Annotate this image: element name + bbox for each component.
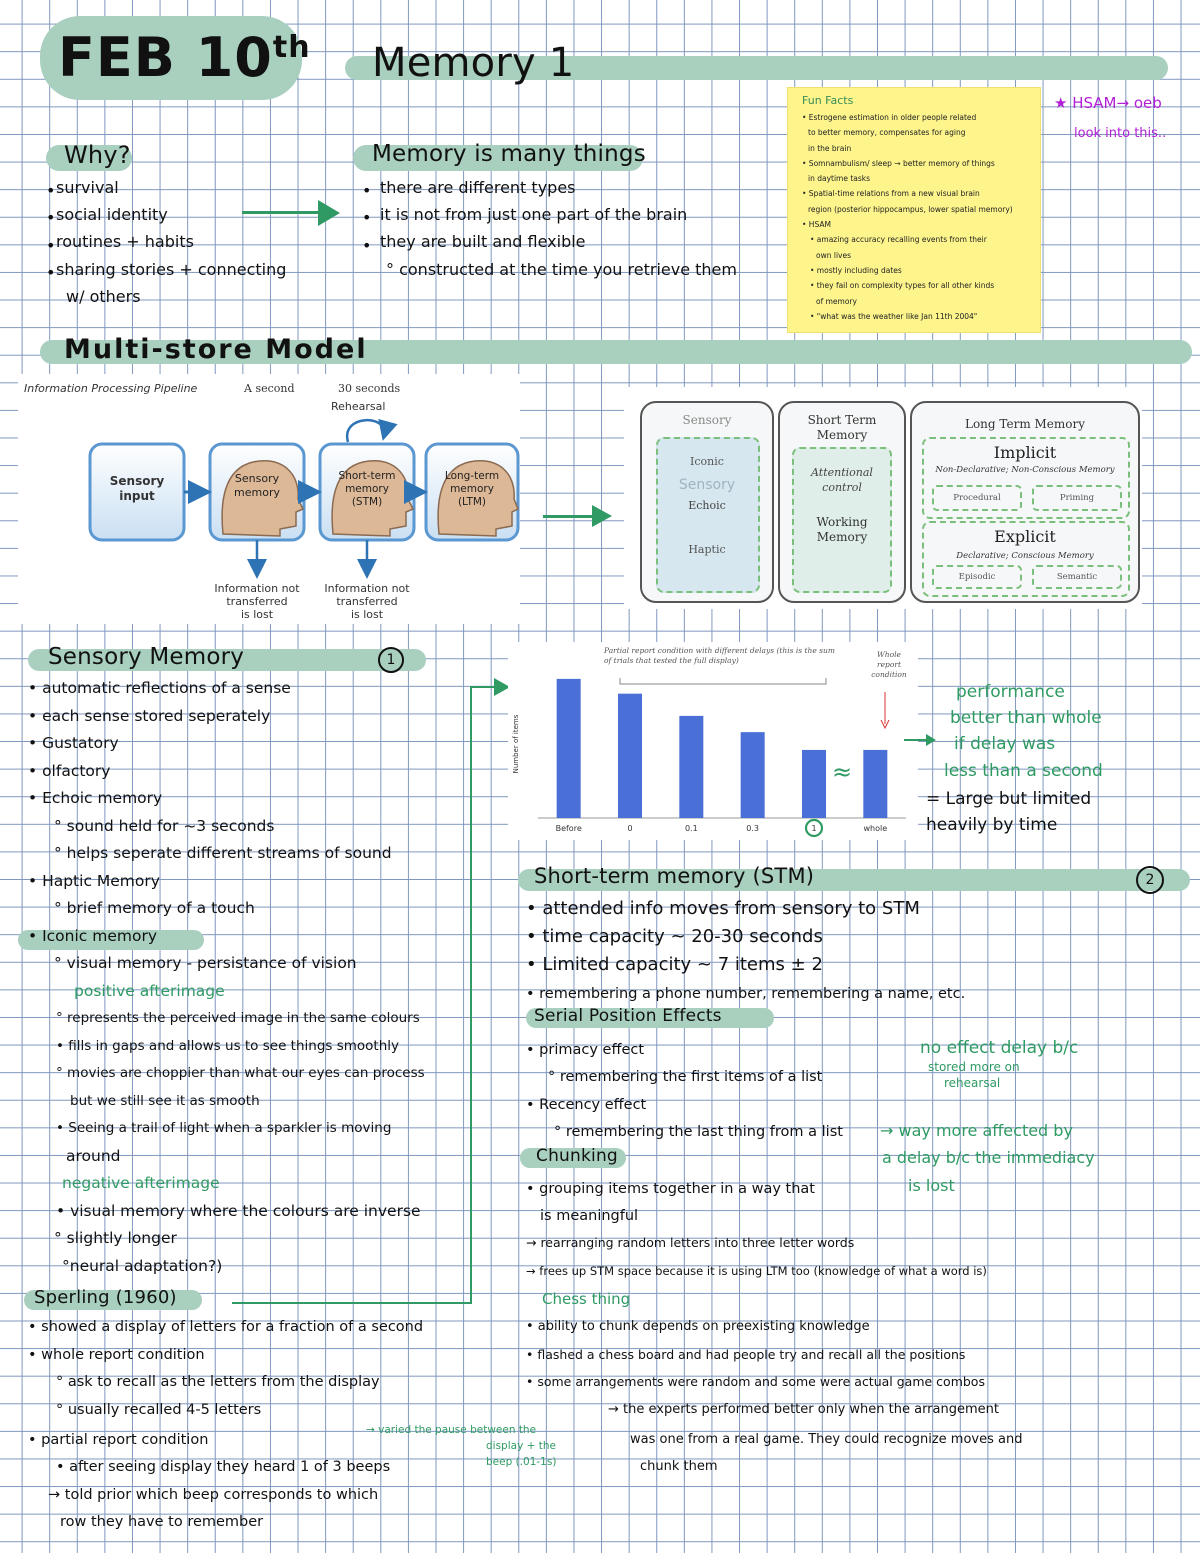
chunking-line: → rearranging random letters into three letter words	[526, 1235, 855, 1250]
memory-types-diagram	[624, 387, 1142, 609]
sperling-note-1: → varied the pause between the	[366, 1424, 537, 1436]
stm-line: • attended info moves from sensory to STM	[526, 898, 920, 919]
chess-line: • some arrangements were random and some were actual game combos	[526, 1374, 985, 1389]
chart-note: less than a second	[944, 761, 1103, 781]
attentional-label	[780, 465, 904, 495]
chunking-heading: Chunking	[536, 1146, 618, 1166]
procedural-label: Procedural	[953, 493, 1001, 503]
label-line: input	[119, 489, 155, 503]
chart-note-arrow-head	[926, 734, 936, 746]
pipeline-sensory-input-label	[90, 474, 184, 504]
fun-fact-line: to better memory, compensates for aging	[808, 128, 966, 138]
fun-fact-line: • they fail on complexity types for all other kinds	[810, 281, 995, 291]
label-line: Sensory	[234, 472, 280, 485]
serial-note: no effect delay b/c	[920, 1038, 1079, 1058]
why-item: sharing stories + connecting	[56, 260, 287, 279]
label-line: Memory	[816, 428, 868, 442]
chart-tick-label: 0.3	[746, 824, 760, 833]
sensory-memory-line: but we still see it as smooth	[70, 1092, 260, 1109]
chart-bracket	[620, 678, 826, 684]
many-things-item: they are built and flexible	[380, 232, 586, 251]
sensory-memory-line: • Haptic Memory	[28, 871, 160, 890]
pipeline-a-second: A second	[244, 382, 295, 395]
sensory-memory-line: • Echoic memory	[28, 789, 163, 807]
priming-label: Priming	[1059, 493, 1095, 503]
fun-fact-line: in the brain	[808, 143, 852, 153]
fun-facts-note	[788, 88, 1040, 332]
chart-bar	[557, 679, 581, 818]
implicit-sub-label: Non-Declarative; Non-Conscious Memory	[935, 465, 1115, 475]
chart-note: if delay was	[954, 734, 1056, 754]
why-item: survival	[56, 178, 119, 197]
many-things-sub-text: constructed at the time you retrieve them	[399, 260, 737, 279]
chart-note-arrow-line	[904, 739, 928, 741]
fun-fact-line: • Spatial-time relations from a new visual brain	[802, 189, 980, 199]
rehearsal-loop-icon	[347, 420, 384, 442]
why-arrow-line	[242, 211, 322, 214]
sensory-memory-line: • each sense stored seperately	[28, 706, 271, 725]
sensory-memory-line: • Iconic memory	[28, 926, 157, 945]
chart-note: heavily by time	[926, 815, 1058, 835]
chart-bar	[679, 716, 703, 818]
date-title	[58, 26, 311, 89]
chart-bar	[618, 694, 642, 818]
many-things-item: there are different types	[380, 178, 576, 197]
multistore-heading: Multi-store Model	[64, 334, 368, 365]
sensory-memory-line: °neural adaptation?)	[62, 1256, 223, 1275]
pipeline-ltm-label	[426, 470, 518, 509]
sperling-line: • showed a display of letters for a fraction of a second	[28, 1319, 424, 1335]
sperling-note-3: beep (.01-1s)	[486, 1456, 557, 1468]
ltm-panel	[910, 401, 1140, 603]
pipeline-rehearsal: Rehearsal	[331, 400, 386, 413]
serial-note: stored more on	[928, 1060, 1020, 1074]
fun-fact-line: • HSAM	[802, 220, 831, 230]
chart-tick-label: Before	[555, 824, 582, 833]
sperling-line: • whole report condition	[28, 1347, 205, 1363]
semantic-label: Semantic	[1056, 572, 1098, 582]
sensory-panel-title: Sensory	[682, 413, 732, 427]
pipeline-arrow-head	[592, 505, 612, 527]
why-heading: Why?	[64, 141, 131, 169]
chess-line: • flashed a chess board and had people try and recall all the positions	[526, 1347, 966, 1362]
sperling-line: • partial report condition	[28, 1432, 209, 1448]
serial-heading: Serial Position Effects	[534, 1006, 722, 1026]
fun-fact-line: region (posterior hippocampus, lower spatial memory)	[808, 204, 1013, 214]
connector-line	[232, 1302, 472, 1304]
chart-title: Partial report condition with different delays (this is the sum of trials that tested the full display)	[604, 646, 835, 665]
hsam-note-1: ★ HSAM→ oeb	[1054, 94, 1162, 112]
fun-fact-line: • Estrogene estimation in older people related	[802, 113, 977, 122]
label-line: Memory	[816, 530, 868, 544]
sensory-memory-heading: Sensory Memory	[48, 644, 245, 670]
label-line: condition	[871, 670, 907, 679]
label-line: Short-term	[338, 470, 396, 482]
pipeline-lost-2	[312, 582, 422, 621]
pipeline-lost-1	[202, 582, 312, 621]
label-line: Short Term	[807, 413, 877, 427]
label-line: Information not	[324, 582, 410, 595]
fun-fact-line: • mostly including dates	[810, 265, 902, 275]
label-line: control	[822, 481, 862, 494]
serial-note: → way more affected by	[880, 1121, 1073, 1140]
serial-line: • Recency effect	[526, 1097, 647, 1113]
episodic-label: Episodic	[958, 572, 996, 582]
chart-y-label: Number of items	[512, 714, 520, 774]
serial-line: ° remembering the first items of a list	[548, 1069, 823, 1085]
stm-line: • remembering a phone number, remembering a name, etc.	[526, 986, 966, 1002]
chart-tick-label: 0	[627, 824, 633, 833]
chart-bar	[741, 732, 765, 818]
label-line: transferred	[336, 595, 398, 608]
haptic-label: Haptic	[688, 543, 726, 556]
why-bullets: • • • •	[46, 181, 56, 282]
date-sup: th	[272, 30, 311, 65]
sensory-memory-line: negative afterimage	[62, 1174, 220, 1192]
label-line: report	[877, 660, 901, 669]
pipeline-thirty-seconds: 30 seconds	[338, 382, 401, 395]
sensory-memory-line: ° sound held for ~3 seconds	[54, 816, 275, 835]
date-text: FEB 10	[58, 26, 273, 89]
label-line: transferred	[226, 595, 288, 608]
label-line: Whole	[877, 650, 901, 659]
procedural-box	[932, 485, 1022, 511]
working-memory-label	[780, 515, 904, 545]
priming-box	[1032, 485, 1122, 511]
explicit-sub-label: Declarative; Conscious Memory	[956, 551, 1094, 561]
label-line: memory	[345, 483, 389, 495]
sensory-memory-line: • visual memory where the colours are inverse	[56, 1201, 421, 1220]
sensory-memory-line: positive afterimage	[74, 981, 225, 1000]
many-things-sub: ° constructed at the time you retrieve them	[386, 260, 737, 279]
stm-heading: Short-term memory (STM)	[534, 864, 815, 888]
sensory-memory-line: around	[66, 1146, 121, 1165]
section-number-1	[378, 647, 404, 673]
label-line: Working	[816, 515, 868, 529]
sperling-line: ° ask to recall as the letters from the display	[56, 1374, 380, 1390]
connector-line	[470, 1150, 472, 1304]
ltm-panel-title: Long Term Memory	[964, 417, 1086, 431]
pipeline-stm-label	[320, 470, 414, 509]
fun-fact-line: • amazing accuracy recalling events from their	[810, 235, 987, 245]
stm-line: • time capacity ~ 20-30 seconds	[526, 926, 823, 947]
sensory-memory-line: ° helps seperate different streams of sound	[54, 844, 392, 862]
sperling-note-2: display + the	[486, 1440, 556, 1452]
sensory-memory-line: ° brief memory of a touch	[54, 899, 255, 917]
fun-facts-heading: Fun Facts	[802, 94, 854, 107]
stm-panel	[778, 401, 906, 603]
chess-line: was one from a real game. They could recognize moves and	[630, 1432, 1023, 1447]
sensory-memory-line: ° represents the perceived image in the same colours	[56, 1010, 420, 1026]
label-line: (STM)	[351, 496, 383, 508]
pipeline-arrow-line	[543, 515, 595, 518]
sperling-heading: Sperling (1960)	[34, 1287, 177, 1308]
chunking-line: • grouping items together in a way that	[526, 1181, 815, 1197]
sensory-panel	[640, 401, 774, 603]
why-item: routines + habits	[56, 232, 194, 251]
fun-facts-body	[802, 110, 1013, 324]
label-line: Information not	[214, 582, 300, 595]
sensory-memory-line: • fills in gaps and allows us to see things smoothly	[56, 1037, 400, 1054]
episodic-box	[932, 565, 1022, 589]
implicit-label: Implicit	[993, 443, 1057, 462]
label-line: is lost	[350, 608, 384, 621]
semantic-box	[1032, 565, 1122, 589]
partial-report-chart	[508, 642, 918, 840]
label-line: Attentional	[811, 466, 873, 479]
sperling-line: row they have to remember	[60, 1514, 264, 1530]
many-things-bullets: • • •	[362, 181, 372, 255]
stm-line: • Limited capacity ~ 7 items ± 2	[526, 954, 823, 975]
sensory-memory-line: ° visual memory - persistance of vision	[54, 954, 357, 972]
echoic-label: Echoic	[688, 499, 726, 512]
fun-fact-line: in daytime tasks	[808, 174, 871, 184]
label-line: memory	[234, 486, 280, 499]
pipeline-title: Information Processing Pipeline	[24, 382, 198, 395]
sensory-ghost-label: Sensory	[678, 477, 736, 493]
fun-fact-line: own lives	[816, 250, 851, 260]
sensory-memory-line: • automatic reflections of a sense	[28, 679, 291, 697]
hsam-note-2: look into this..	[1074, 126, 1167, 141]
section-number-1-text: 1	[386, 652, 396, 668]
sensory-memory-line: • Gustatory	[28, 734, 119, 752]
chart-bar	[863, 750, 887, 818]
chart-whole-label	[864, 650, 914, 680]
chess-line: chunk them	[640, 1459, 718, 1474]
fun-fact-line: • "what was the weather like Jan 11th 2004"	[810, 311, 978, 321]
chart-note: better than whole	[950, 708, 1102, 728]
chess-line: → the experts performed better only when the arrangement	[608, 1402, 999, 1417]
sensory-memory-line: ° slightly longer	[54, 1229, 177, 1247]
label-line: memory	[450, 483, 494, 495]
chart-note: = Large but limited	[926, 789, 1092, 809]
sensory-memory-line: • Seeing a trail of light when a sparkler is moving	[56, 1120, 392, 1136]
sperling-line: ° usually recalled 4-5 letters	[56, 1402, 262, 1418]
why-arrow-head	[318, 200, 340, 226]
chess-heading: Chess thing	[542, 1290, 631, 1308]
chart-tick-label: whole	[863, 824, 888, 833]
serial-note: a delay b/c the immediacy	[882, 1148, 1095, 1167]
why-item: social identity	[56, 205, 168, 224]
pipeline-figure	[18, 374, 520, 624]
sensory-memory-line: ° movies are choppier than what our eyes can process	[56, 1065, 425, 1081]
connector-line	[470, 686, 472, 1150]
section-number-2	[1136, 866, 1164, 894]
chart-tick-label: 1	[811, 824, 817, 833]
chart-note: performance	[956, 682, 1065, 702]
explicit-label: Explicit	[994, 527, 1056, 546]
label-line: is lost	[240, 608, 274, 621]
many-things-item: it is not from just one part of the brain	[380, 205, 688, 224]
chart-tick-label: 0.1	[684, 824, 698, 833]
chunking-line: → frees up STM space because it is using LTM too (knowledge of what a word is)	[526, 1264, 987, 1278]
serial-line: ° remembering the last thing from a list	[554, 1124, 843, 1140]
serial-note: rehearsal	[944, 1076, 1001, 1090]
section-number-2-text: 2	[1145, 872, 1155, 888]
label-line: (LTM)	[457, 496, 487, 508]
many-things-heading: Memory is many things	[372, 141, 646, 167]
sperling-line: → told prior which beep corresponds to which	[48, 1487, 379, 1503]
iconic-label: Iconic	[690, 455, 724, 468]
serial-line: • primacy effect	[526, 1042, 645, 1058]
chunking-line: is meaningful	[540, 1208, 639, 1224]
why-item: w/ others	[66, 287, 141, 306]
page-title: Memory 1	[372, 40, 575, 86]
stm-panel-title	[780, 413, 904, 443]
connector-line	[470, 686, 496, 688]
label-line: Long-term	[444, 470, 500, 482]
sensory-memory-line: • olfactory	[28, 761, 111, 780]
fun-fact-line: • Somnambulism/ sleep → better memory of things	[802, 158, 995, 168]
label-line: Sensory	[109, 474, 165, 488]
fun-fact-line: of memory	[816, 296, 857, 306]
serial-note: is lost	[908, 1176, 955, 1195]
approx-sign: ≈	[832, 758, 853, 786]
chess-line: • ability to chunk depends on preexisting knowledge	[526, 1319, 870, 1334]
pipeline-sensory-memory-label	[210, 472, 304, 500]
chart-bar	[802, 750, 826, 818]
chart-svg	[508, 642, 918, 840]
sperling-line: • after seeing display they heard 1 of 3 beeps	[56, 1459, 391, 1475]
